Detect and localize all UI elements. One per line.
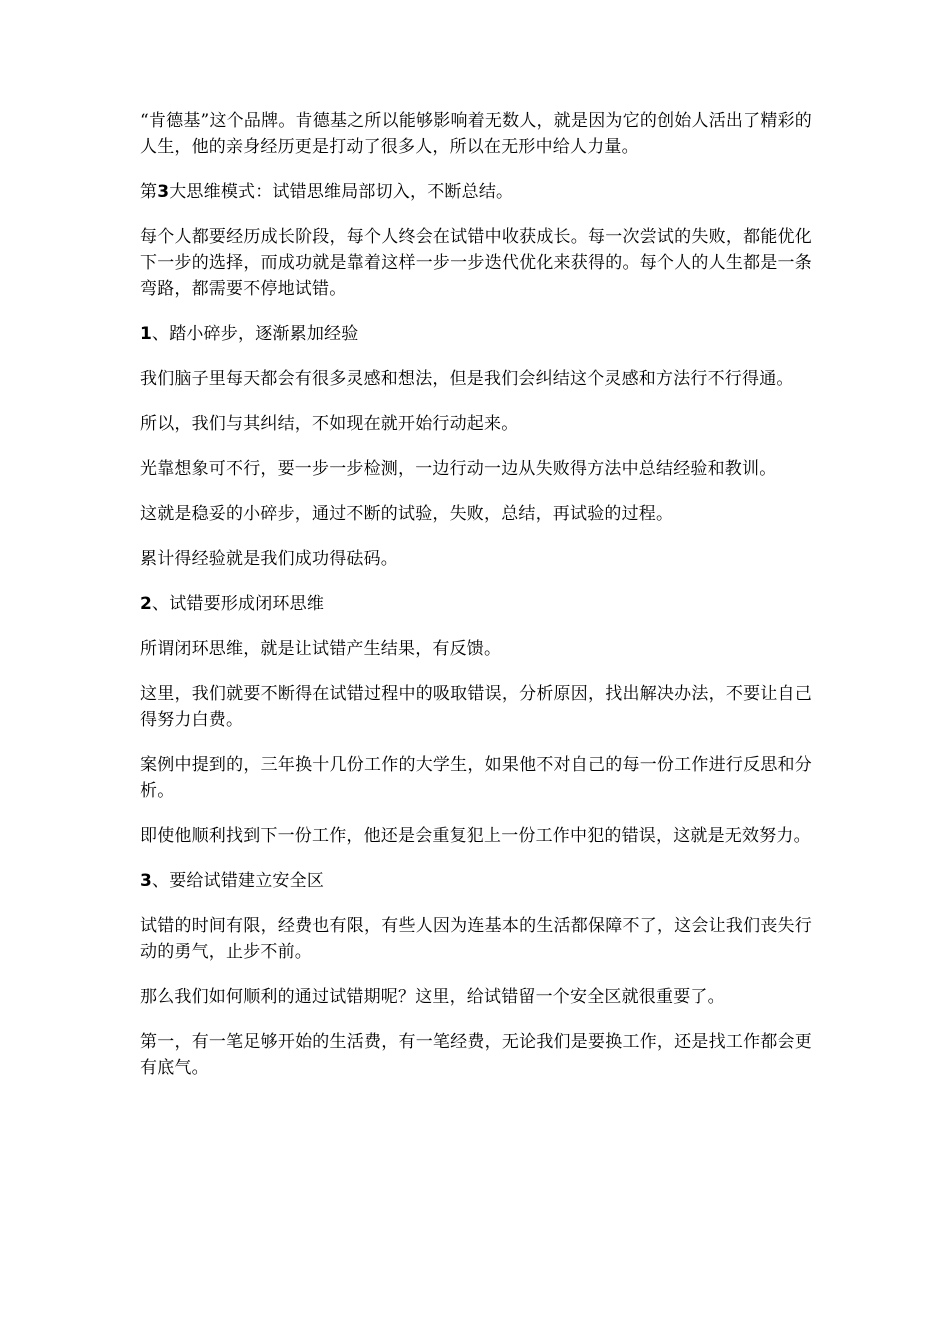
paragraph-text: 所以，我们与其纠结，不如现在就开始行动起来。 <box>140 414 519 434</box>
paragraph-closed-loop <box>140 636 812 662</box>
paragraph-text: 试错的时间有限，经费也有限，有些人因为连基本的生活都保障不了，这会让我们丧失行动的勇气，止步不前。 <box>140 916 812 962</box>
paragraph-act-now <box>140 411 812 437</box>
section-number: 1 <box>140 324 153 344</box>
paragraph-text: 光靠想象可不行，要一步一步检测，一边行动一边从失败得方法中总结经验和教训。 <box>140 459 777 479</box>
paragraph-text: 案例中提到的，三年换十几份工作的大学生，如果他不对自己的每一份工作进行反思和分析。 <box>140 755 812 801</box>
mode-number: 3 <box>157 182 170 202</box>
section-title: 、要给试错建立安全区 <box>152 871 325 891</box>
paragraph-living-expenses <box>140 1029 812 1081</box>
paragraph-kfc-intro <box>140 108 812 160</box>
section-heading-1 <box>140 321 812 347</box>
paragraph-text: 这就是稳妥的小碎步，通过不断的试验，失败，总结，再试验的过程。 <box>140 504 674 524</box>
section-number: 3 <box>140 871 153 891</box>
section-title: 、踏小碎步，逐渐累加经验 <box>152 324 359 344</box>
paragraph-prefix: 第 <box>140 182 158 202</box>
paragraph-text: 每个人都要经历成长阶段，每个人终会在试错中收获成长。每一次尝试的失败，都能优化下一步的选择，而成功就是靠着这样一步一步迭代优化来获得的。每个人的人生都是一条弯路，都需要不停地试错。 <box>140 227 812 299</box>
section-number: 2 <box>140 594 153 614</box>
paragraph-experience <box>140 546 812 572</box>
paragraph-text: 即使他顺利找到下一份工作，他还是会重复犯上一份工作中犯的错误，这就是无效努力。 <box>140 826 811 846</box>
paragraph-ideas <box>140 366 812 392</box>
paragraph-learn-from-errors <box>140 681 812 733</box>
section-heading-3 <box>140 868 812 894</box>
paragraph-case-student <box>140 752 812 804</box>
paragraph-limited-resources <box>140 913 812 965</box>
paragraph-growth <box>140 224 812 302</box>
document-page <box>140 108 812 1100</box>
paragraph-safe-zone <box>140 984 812 1010</box>
paragraph-text: 我们脑子里每天都会有很多灵感和想法，但是我们会纠结这个灵感和方法行不行得通。 <box>140 369 794 389</box>
paragraph-text: 这里，我们就要不断得在试错过程中的吸取错误，分析原因，找出解决办法，不要让自己得努力白费。 <box>140 684 812 730</box>
paragraph-step-by-step <box>140 456 812 482</box>
paragraph-thinking-mode-3 <box>140 179 812 205</box>
paragraph-text: 所谓闭环思维，就是让试错产生结果，有反馈。 <box>140 639 502 659</box>
section-heading-2 <box>140 591 812 617</box>
paragraph-small-steps <box>140 501 812 527</box>
section-title: 、试错要形成闭环思维 <box>152 594 325 614</box>
paragraph-text: 第一，有一笔足够开始的生活费，有一笔经费，无论我们是要换工作，还是找工作都会更有底气。 <box>140 1032 812 1078</box>
paragraph-text: “肯德基”这个品牌。肯德基之所以能够影响着无数人，就是因为它的创始人活出了精彩的人生，他的亲身经历更是打动了很多人，所以在无形中给人力量。 <box>140 111 812 157</box>
paragraph-wasted-effort <box>140 823 812 849</box>
paragraph-text: 累计得经验就是我们成功得砝码。 <box>140 549 398 569</box>
paragraph-text: 那么我们如何顺利的通过试错期呢？这里，给试错留一个安全区就很重要了。 <box>140 987 725 1007</box>
paragraph-text: 大思维模式：试错思维局部切入，不断总结。 <box>169 182 514 202</box>
